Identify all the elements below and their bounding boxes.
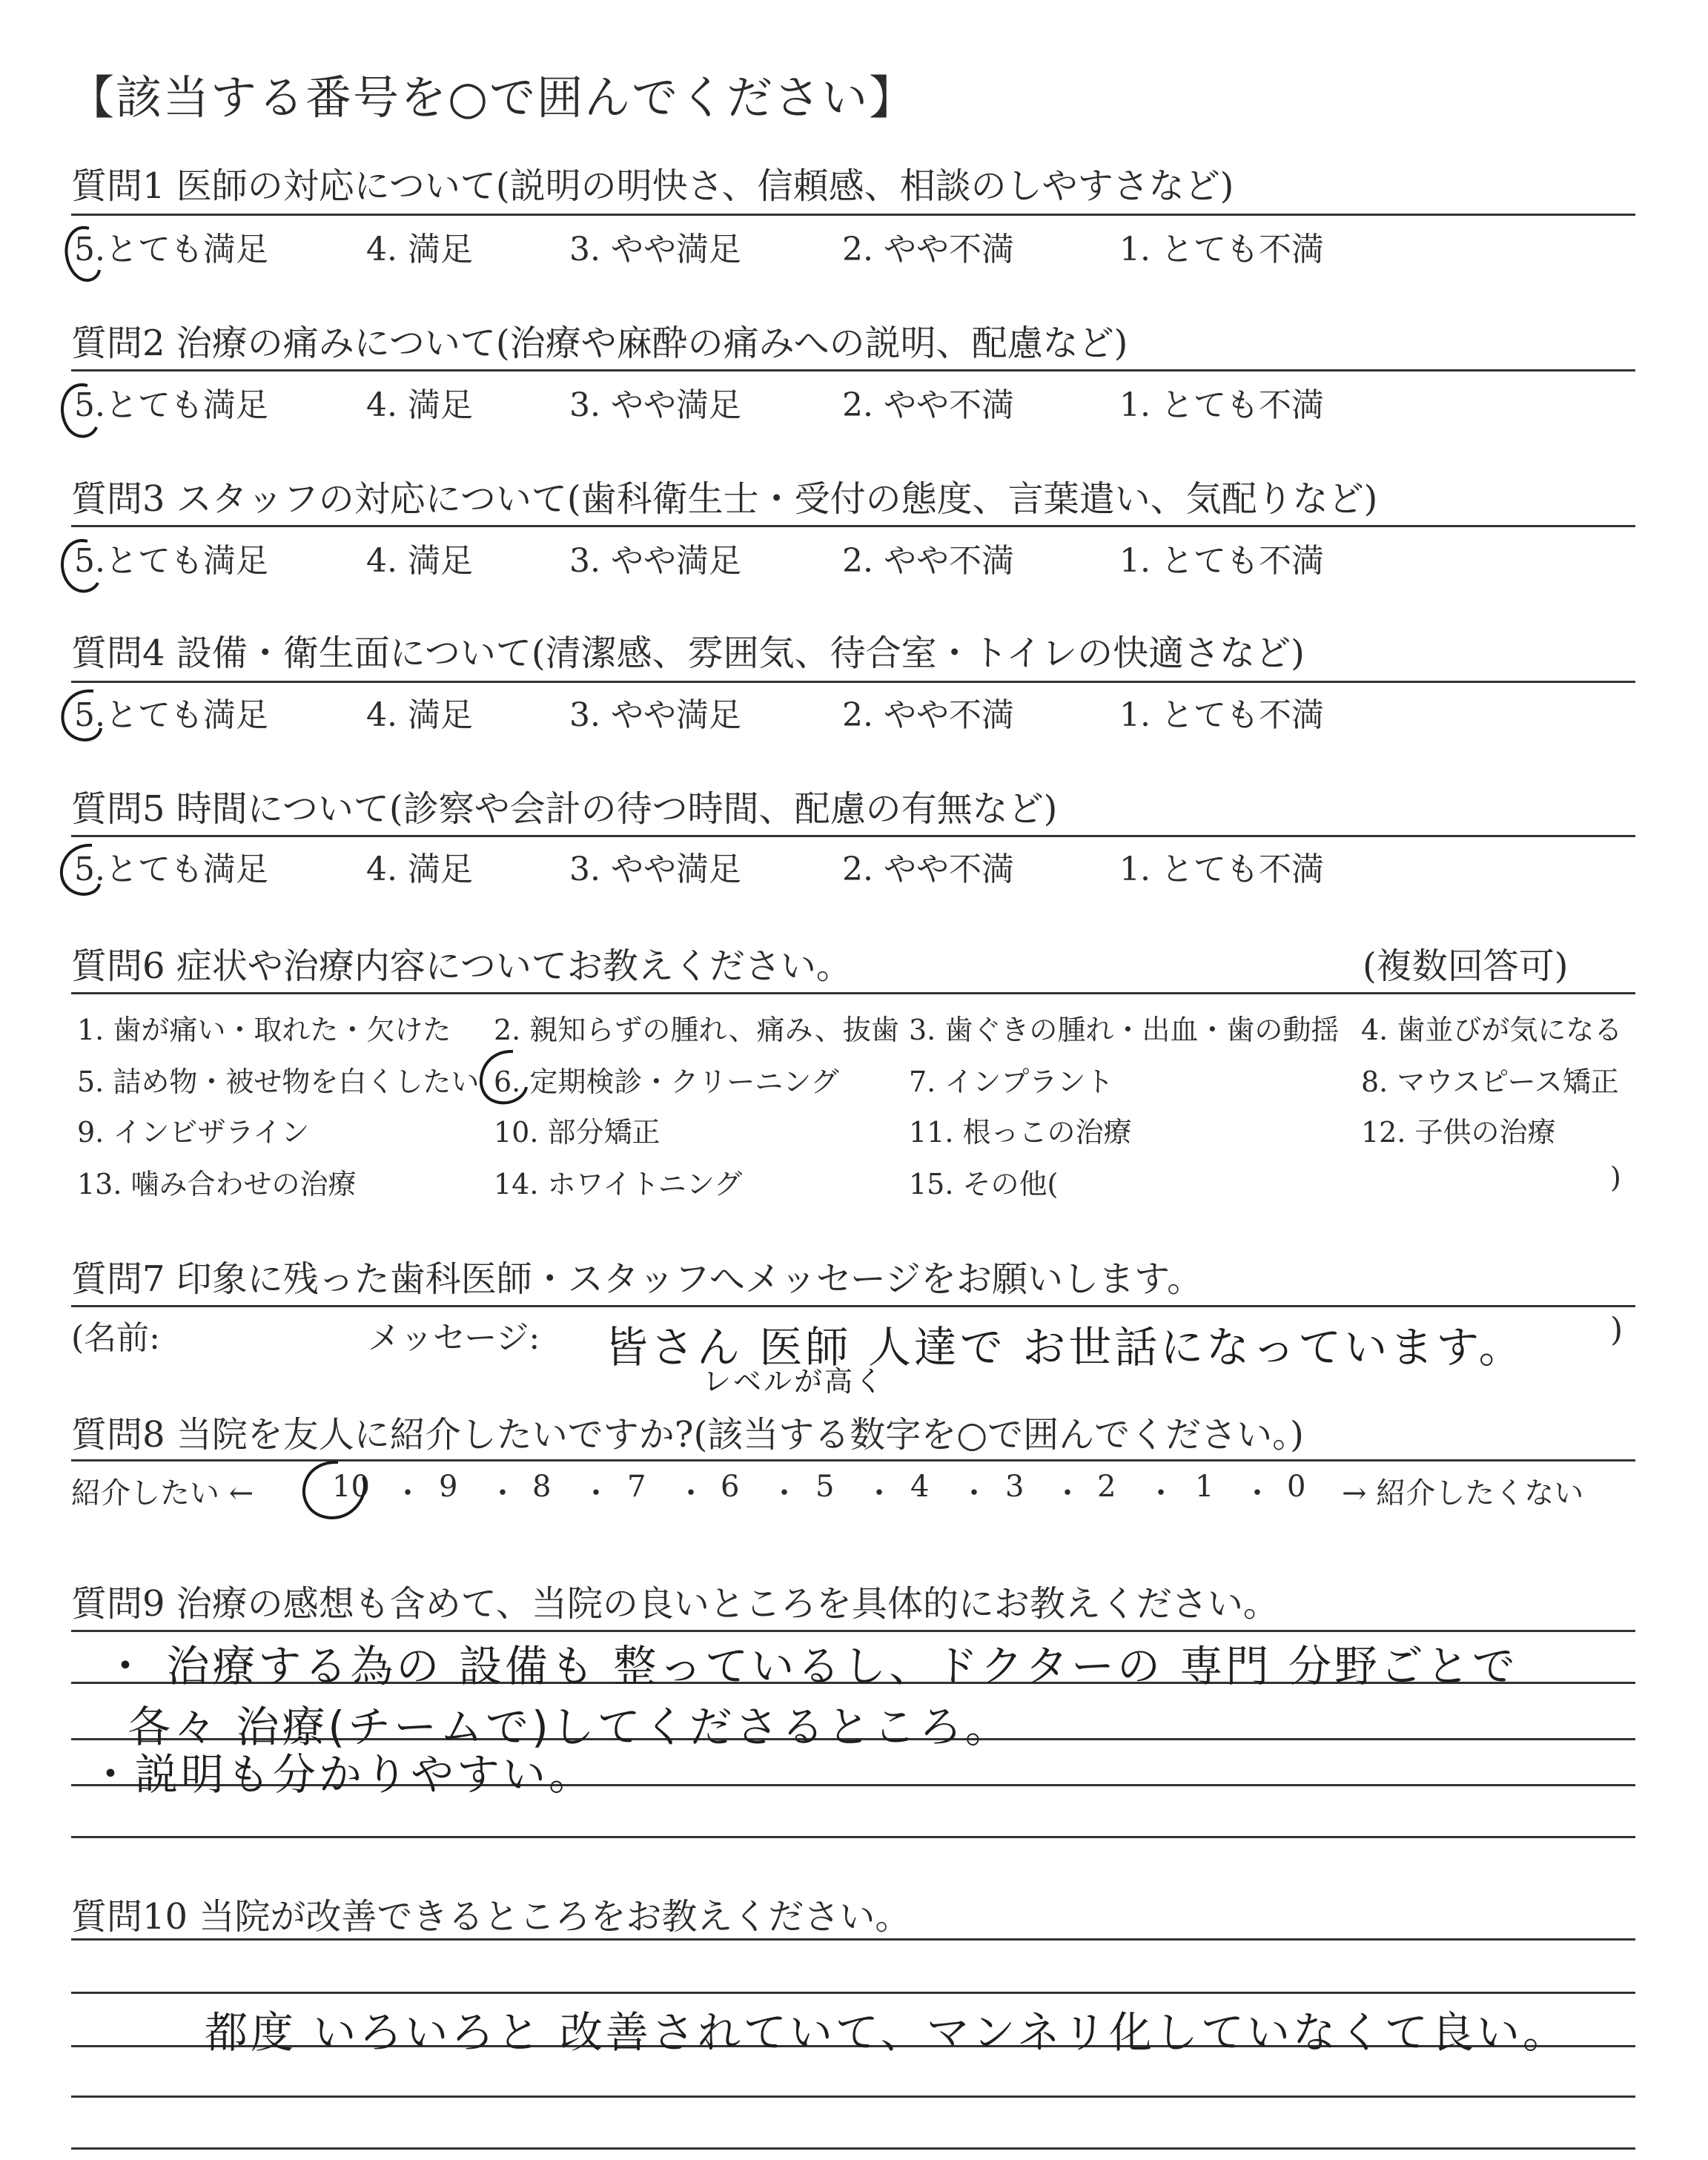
q3-option-3[interactable]: 3. やや満足 [569,542,741,580]
question-1-label: 質問1 医師の対応について(説明の明快さ、信頼感、相談のしやすさなど) [71,165,1234,207]
q1-option-4[interactable]: 4. 満足 [366,231,473,268]
q1-option-5[interactable]: 5.とても満足 [74,231,268,268]
q6-option-8[interactable]: 8. マウスピース矯正 [1361,1066,1619,1098]
q6-option-1[interactable]: 1. 歯が痛い・取れた・欠けた [77,1014,451,1046]
scale-dot: ・ [1146,1476,1176,1510]
survey-title: 【該当する番号を○で囲んでください】 [68,70,917,125]
q7-close: ) [1610,1311,1623,1349]
question-8-label: 質問8 当院を友人に紹介したいですか?(該当する数字を○で囲んでください。) [71,1414,1304,1456]
q2-option-3[interactable]: 3. やや満足 [569,386,741,424]
q2-selection-circle [62,385,96,437]
scale-right-label: → 紹介したくない [1342,1476,1584,1510]
scale-9[interactable]: 9 [439,1470,458,1504]
scale-1[interactable]: 1 [1195,1470,1214,1504]
q9-answer-line-3[interactable]: ・説明も分かりやすい。 [89,1749,595,1800]
scale-5[interactable]: 5 [815,1470,835,1504]
q5-option-1[interactable]: 1. とても不満 [1119,851,1324,888]
q9-answer-line-2[interactable]: 各々 治療(チームで)してくださるところ。 [128,1702,1011,1752]
question-4-label: 質問4 設備・衛生面について(清潔感、雰囲気、待合室・トイレの快適さなど) [71,633,1305,674]
scale-left-label: 紹介したい ← [71,1476,254,1510]
q7-message-insert: レベルが高く [703,1365,886,1398]
q5-option-4[interactable]: 4. 満足 [366,851,473,888]
scale-2[interactable]: 2 [1097,1470,1116,1504]
scale-0[interactable]: 0 [1287,1470,1306,1504]
q1-option-2[interactable]: 2. やや不満 [842,231,1014,268]
q6-option-12[interactable]: 12. 子供の治療 [1361,1116,1556,1149]
q4-option-1[interactable]: 1. とても不満 [1119,696,1324,734]
question-6-note: (複数回答可) [1363,945,1569,987]
q5-option-5[interactable]: 5.とても満足 [74,851,268,888]
q4-selection-circle [62,691,101,740]
q6-option-13[interactable]: 13. 噛み合わせの治療 [77,1168,357,1200]
q6-option-11[interactable]: 11. 根っこの治療 [909,1116,1132,1149]
q2-option-1[interactable]: 1. とても不満 [1119,386,1324,424]
q10-answer-line-1[interactable]: 都度 いろいろと 改善されていて、マンネリ化していなくて良い。 [205,2007,1569,2058]
q2-option-4[interactable]: 4. 満足 [366,386,473,424]
q6-selection-circle [481,1051,526,1103]
scale-7[interactable]: 7 [627,1470,646,1504]
scale-dot: ・ [864,1476,894,1510]
question-3-label: 質問3 スタッフの対応について(歯科衛生士・受付の態度、言葉遣い、気配りなど) [71,478,1378,520]
scale-8[interactable]: 8 [532,1470,552,1504]
q6-option-10[interactable]: 10. 部分矯正 [494,1116,661,1149]
q6-other-close: ) [1610,1161,1621,1194]
scale-4[interactable]: 4 [910,1470,930,1504]
q4-option-2[interactable]: 2. やや不満 [842,696,1014,734]
q5-selection-circle [62,845,99,894]
q8-selection-circle [304,1462,365,1518]
q1-option-3[interactable]: 3. やや満足 [569,231,741,268]
q6-option-2[interactable]: 2. 親知らずの腫れ、痛み、抜歯 [494,1014,899,1046]
q7-name-label: (名前: [71,1319,160,1357]
q6-option-15[interactable]: 15. その他( [909,1168,1059,1200]
q6-option-4[interactable]: 4. 歯並びが気になる [1361,1014,1623,1046]
scale-dot: ・ [959,1476,989,1510]
scale-10[interactable]: 10 [332,1470,370,1504]
q4-option-4[interactable]: 4. 満足 [366,696,473,734]
scale-dot: ・ [769,1476,799,1510]
q4-option-3[interactable]: 3. やや満足 [569,696,741,734]
q6-option-9[interactable]: 9. インビザライン [77,1116,310,1149]
q2-option-5[interactable]: 5.とても満足 [74,386,268,424]
scale-dot: ・ [1242,1476,1272,1510]
q6-option-14[interactable]: 14. ホワイトニング [494,1168,743,1200]
q3-option-1[interactable]: 1. とても不満 [1119,542,1324,580]
q1-selection-circle [66,228,99,280]
q6-option-3[interactable]: 3. 歯ぐきの腫れ・出血・歯の動揺 [909,1014,1340,1046]
q3-option-5[interactable]: 5.とても満足 [74,542,268,580]
q7-message-text[interactable]: 皆さん 医師 人達で お世話になっています。 [605,1322,1525,1373]
q3-option-2[interactable]: 2. やや不満 [842,542,1014,580]
q2-option-2[interactable]: 2. やや不満 [842,386,1014,424]
scale-6[interactable]: 6 [721,1470,740,1504]
scale-dot: ・ [393,1476,423,1510]
question-10-label: 質問10 当院が改善できるところをお教えください。 [71,1896,911,1938]
q9-answer-line-1[interactable]: ・ 治療する為の 設備も 整っているし、ドクターの 専門 分野ごとで [104,1641,1518,1691]
q3-option-4[interactable]: 4. 満足 [366,542,473,580]
scale-dot: ・ [676,1476,706,1510]
question-9-label: 質問9 治療の感想も含めて、当院の良いところを具体的にお教えください。 [71,1583,1279,1625]
question-2-label: 質問2 治療の痛みについて(治療や麻酔の痛みへの説明、配慮など) [71,323,1128,364]
q6-option-7[interactable]: 7. インプラント [909,1066,1114,1098]
scale-dot: ・ [488,1476,517,1510]
q4-option-5[interactable]: 5.とても満足 [74,696,268,734]
q5-option-2[interactable]: 2. やや不満 [842,851,1014,888]
question-5-label: 質問5 時間について(診察や会計の待つ時間、配慮の有無など) [71,788,1058,830]
q1-option-1[interactable]: 1. とても不満 [1119,231,1324,268]
question-7-label: 質問7 印象に残った歯科医師・スタッフへメッセージをお願いします。 [71,1258,1203,1300]
scale-dot: ・ [581,1476,611,1510]
question-6-label: 質問6 症状や治療内容についてお教えください。 [71,945,852,987]
q3-selection-circle [62,541,98,591]
q6-option-6[interactable]: 6. 定期検診・クリーニング [494,1066,839,1098]
scale-dot: ・ [1053,1476,1082,1510]
q7-message-label: メッセージ: [368,1319,540,1357]
scale-3[interactable]: 3 [1005,1470,1025,1504]
q5-option-3[interactable]: 3. やや満足 [569,851,741,888]
q6-option-5[interactable]: 5. 詰め物・被せ物を白くしたい [77,1066,480,1098]
